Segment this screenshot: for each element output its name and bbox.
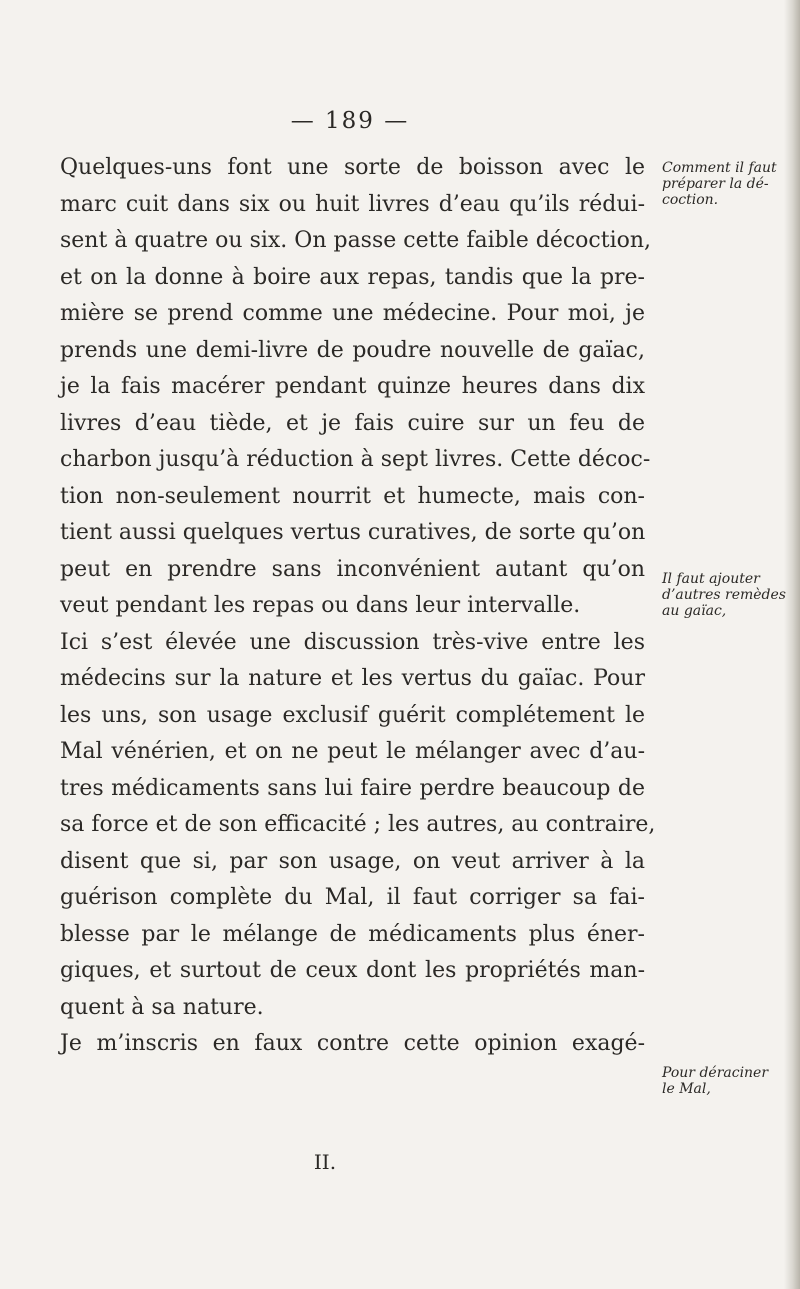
marginal-note-uproot — [662, 1065, 768, 1097]
text-line: peut en prendre sans inconvénient autant qu’on — [60, 556, 645, 582]
text-line: tres médicaments sans lui faire perdre beaucoup de — [60, 775, 645, 801]
marginal-note-preparation — [662, 160, 777, 208]
text-line: quent à sa nature. — [60, 994, 264, 1020]
body-text — [60, 150, 660, 1063]
text-line: et on la donne à boire aux repas, tandis que la pre- — [60, 264, 645, 290]
text-line: Ici s’est élevée une discussion très-vive entre les — [60, 629, 645, 655]
text-line: blesse par le mélange de médicaments plus éner- — [60, 921, 645, 947]
marginal-note-line: le Mal, — [662, 1081, 711, 1097]
text-line: tion non-seulement nourrit et humecte, mais con- — [60, 483, 645, 509]
marginal-note-line: au gaïac, — [662, 603, 727, 619]
text-line: sent à quatre ou six. On passe cette faible décoction, — [60, 228, 652, 253]
marginal-note-line: préparer la dé- — [662, 176, 769, 192]
marginal-note-line: d’autres remèdes — [662, 587, 786, 603]
text-line: livres d’eau tiède, et je fais cuire sur un feu de — [60, 410, 645, 436]
marginal-note-line: Pour déraciner — [662, 1065, 769, 1081]
text-line: Quelques-uns font une sorte de boisson avec le — [60, 155, 645, 180]
text-line: les uns, son usage exclusif guérit complétement le — [60, 702, 645, 728]
text-line: giques, et surtout de ceux dont les propriétés man- — [60, 958, 645, 983]
text-line: marc cuit dans six ou huit livres d’eau qu’ils rédui- — [60, 191, 645, 217]
text-line: Je m’inscris en faux contre cette opinion exagé- — [60, 1031, 645, 1056]
page-number: — 189 — — [290, 108, 410, 134]
text-line: prends une demi-livre de poudre nouvelle de gaïac, — [60, 337, 645, 363]
text-line: Mal vénérien, et on ne peut le mélanger avec d’au- — [60, 739, 645, 764]
text-line: veut pendant les repas ou dans leur intervalle. — [60, 593, 581, 618]
text-line: sa force et de son efficacité ; les autres, au contraire, — [60, 812, 656, 837]
marginal-note-line: Il faut ajouter — [662, 571, 760, 587]
marginal-note-line: coction. — [662, 192, 719, 208]
text-line: je la fais macérer pendant quinze heures dans dix — [60, 374, 645, 399]
text-line: guérison complète du Mal, il faut corriger sa fai- — [60, 885, 645, 910]
marginal-note-line: Comment il faut — [662, 160, 777, 176]
page-edge-shadow — [784, 0, 800, 1289]
text-line: médecins sur la nature et les vertus du gaïac. Pour — [60, 666, 645, 691]
signature-mark — [0, 1150, 800, 1174]
text-line: charbon jusqu’à réduction à sept livres. Cette décoc- — [60, 447, 651, 472]
text-line: disent que si, par son usage, on veut arriver à la — [60, 848, 645, 874]
text-line: mière se prend comme une médecine. Pour moi, je — [60, 301, 645, 326]
signature-text: II. — [313, 1150, 337, 1174]
text-line: tient aussi quelques vertus curatives, de sorte qu’on — [60, 520, 646, 545]
marginal-note-remedies — [662, 571, 786, 619]
